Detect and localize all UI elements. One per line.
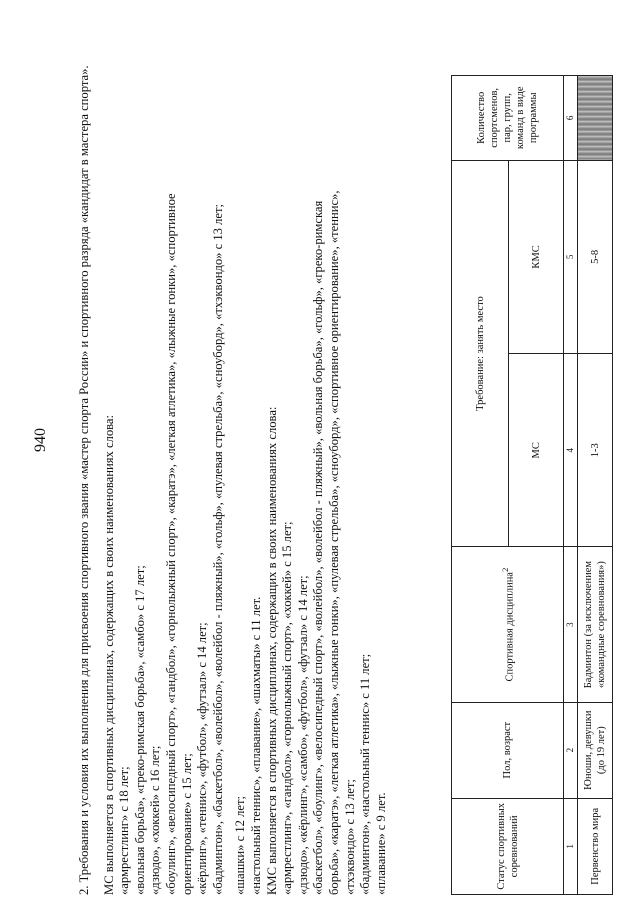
ms-line: «вольная борьба», «греко-римская борьба», «самбо» с 17 лет; — [132, 565, 147, 895]
spacer — [226, 10, 233, 895]
page-number: 940 — [32, 428, 49, 452]
kms-line: «тхэквондо» с 13 лет; — [342, 779, 357, 895]
rotated-page-content — [77, 10, 607, 895]
ms-line: «боулинг», «велосипедный спорт», «гандбол», «горнолыжный спорт», «каратэ», «легкая атлетика», «лыжные гонки», «спортивное — [163, 193, 178, 895]
column-index: 3 — [564, 547, 578, 702]
kms-intro: КМС выполняется в спортивных дисциплинах, содержащих в своих наименованиях слова: — [264, 406, 279, 895]
cell-status: Первенство мира — [578, 798, 613, 894]
cell-count-scan-artifact — [578, 76, 613, 161]
header-ms: МС — [509, 354, 564, 547]
header-sex-age: Пол, возраст — [452, 702, 564, 798]
ms-line: «настольный теннис», «плавание», «шахматы» с 11 лет. — [248, 596, 263, 895]
kms-line: «армрестлинг», «гандбол», «горнолыжный спорт», «хоккей» с 15 лет; — [280, 521, 295, 895]
header-status: Статус спортивных соревнований — [452, 798, 564, 894]
kms-line: «баскетбол», «боулинг», «велосипедный спорт», «волейбол», «волейбол - пляжный», «вольная борьба», «гольф», «греко-римская — [311, 200, 326, 895]
footnote-mark: 2 — [499, 567, 510, 573]
column-index: 5 — [564, 160, 578, 353]
kms-line: «бадминтон», «настольный теннис» с 11 лет; — [358, 653, 373, 895]
section-heading: 2. Требования и условия их выполнения для присвоения спортивного звания «мастер спорта России» и спортивного разряда «кандидат в мастера спорта». — [77, 65, 91, 895]
column-index: 4 — [564, 354, 578, 547]
header-count: Количество спортсменов, пар, групп, команд в виде программы — [452, 76, 564, 161]
header-required-place: Требование: занять место — [452, 160, 509, 547]
ms-line: «дзюдо», «хоккей» с 16 лет; — [148, 745, 163, 895]
header-discipline: Спортивная дисциплина$^2$ — [452, 547, 564, 702]
ms-line: «бадминтон», «баскетбол», «волейбол», «волейбол - пляжный», «гольф», «пулевая стрельба», «сноуборд», «тхэквондо» с 13 лет; — [210, 204, 225, 895]
ms-line: «кёрлинг», «теннис», «футбол», «футзал» с 14 лет; — [195, 622, 210, 895]
cell-kms: 5-8 — [578, 160, 613, 353]
kms-line: «дзюдо», «кёрлинг», «самбо», «футбол», «футзал» с 14 лет; — [295, 575, 310, 895]
table-row — [578, 76, 613, 895]
requirements-table — [451, 75, 613, 895]
header-kms: КМС — [509, 160, 564, 353]
cell-sex-age: Юноши, девушки (до 19 лет) — [578, 702, 613, 798]
ms-intro: МС выполняется в спортивных дисциплинах, содержащих в своих наименованиях слова: — [101, 414, 116, 895]
kms-line: «плавание» с 9 лет. — [373, 792, 388, 895]
kms-requirements — [265, 10, 390, 895]
column-index: 2 — [564, 702, 578, 798]
kms-line: борьба», «каратэ», «легкая атлетика», «лыжные гонки», «пулевая стрельба», «сноуборд», «спортивное ориентирование», «теннис», — [326, 190, 341, 895]
column-index: 6 — [564, 76, 578, 161]
ms-line: ориентирование» с 15 лет; — [179, 753, 194, 895]
cell-ms: 1-3 — [578, 354, 613, 547]
column-index: 1 — [564, 798, 578, 894]
ms-line: «шашки» с 12 лет; — [233, 796, 248, 895]
ms-line: «армрестлинг» с 18 лет; — [117, 766, 132, 895]
ms-requirements — [102, 10, 265, 895]
cell-discipline: Бадминтон (за исключением «командные соревнования») — [578, 547, 613, 702]
